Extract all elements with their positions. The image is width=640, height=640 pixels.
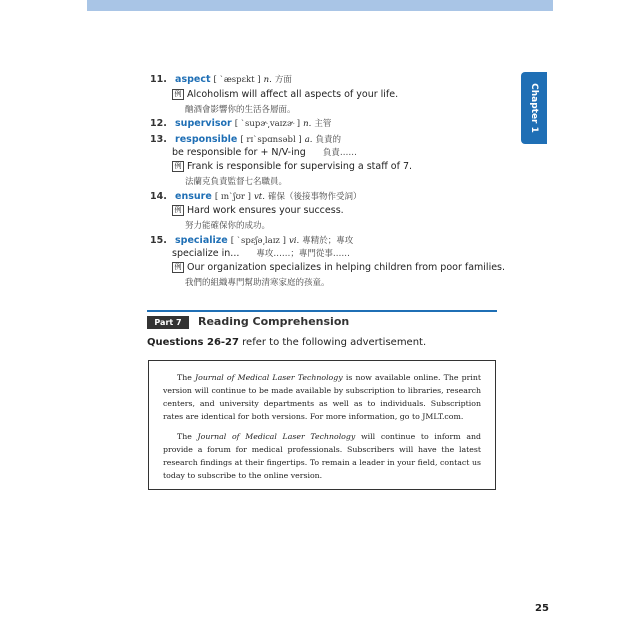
page-number: 25 — [535, 603, 549, 614]
part-of-speech: a. — [304, 135, 313, 145]
vocab-entry-ensure — [150, 191, 361, 203]
usage-phrase — [172, 247, 350, 259]
example-icon: 例 — [172, 262, 184, 273]
chinese-meaning: 主管 — [314, 119, 332, 129]
ad-text: will continue to inform and provide a forum for medical professionals. Subscribers will have the latest research findings at their fingertips. To remain a leader in your field, contact us today to subscribe to the online version. — [163, 432, 481, 480]
example-text: Alcoholism will affect all aspects of your life. — [187, 89, 399, 100]
part-of-speech: n. — [263, 75, 272, 85]
example-icon: 例 — [172, 205, 184, 216]
entry-number: 14. — [150, 191, 167, 202]
headword: specialize — [175, 235, 228, 246]
vocab-entry-supervisor — [150, 118, 331, 130]
phrase-text: specialize in... — [172, 248, 240, 259]
ad-text: The — [177, 373, 196, 382]
example-sentence — [172, 262, 505, 273]
example-translation: 努力能確保你的成功。 — [185, 221, 271, 231]
chinese-meaning: 確保（後接事物作受詞） — [267, 192, 362, 202]
example-sentence — [172, 205, 344, 216]
ad-paragraph-2 — [163, 430, 481, 482]
example-icon: 例 — [172, 89, 184, 100]
section-title: Reading Comprehension — [198, 315, 350, 328]
ad-paragraph-1 — [163, 371, 481, 423]
phrase-text: be responsible for + N/V-ing — [172, 147, 306, 158]
questions-text: refer to the following advertisement. — [238, 337, 427, 348]
entry-number: 11. — [150, 74, 167, 85]
example-text: Frank is responsible for supervising a staff of 7. — [187, 161, 413, 172]
pronunciation: [ ɪnˋʃʊr ] — [214, 192, 251, 202]
ad-text: is now available online. The print version will continue to be made available by subscription to libraries, research centers, and university departments as well as to individuals. Subscription rates are identical for both versions. For more information, go to JMLT.com. — [163, 373, 481, 421]
example-sentence — [172, 161, 412, 172]
example-sentence — [172, 89, 398, 100]
phrase-translation: 負責…… — [322, 148, 357, 158]
ad-text: The — [177, 432, 198, 441]
questions-range: Questions 26-27 — [147, 337, 239, 348]
questions-instruction — [147, 337, 426, 348]
part-of-speech: vi. — [288, 236, 300, 246]
vocab-entry-aspect — [150, 74, 292, 86]
entry-number: 13. — [150, 134, 167, 145]
vocab-entry-responsible — [150, 134, 341, 146]
usage-phrase — [172, 146, 357, 158]
headword: responsible — [175, 134, 238, 145]
example-icon: 例 — [172, 161, 184, 172]
headword: aspect — [175, 74, 211, 85]
advertisement-box — [148, 360, 496, 490]
pronunciation: [ ˋæspɛkt ] — [213, 75, 261, 85]
vocab-entry-specialize — [150, 235, 353, 247]
journal-name: Journal of Medical Laser Technology — [197, 432, 356, 441]
part-of-speech: vt. — [253, 192, 265, 202]
entry-number: 15. — [150, 235, 167, 246]
headword: ensure — [175, 191, 212, 202]
pronunciation: [ ˋsupɚ͵vaɪzɚ ] — [234, 119, 301, 129]
pronunciation: [ ˋspɛʃə͵laɪz ] — [230, 236, 286, 246]
entry-number: 12. — [150, 118, 167, 129]
pronunciation: [ rɪˋspɑnsəbl ] — [240, 135, 302, 145]
chinese-meaning: 方面 — [274, 75, 292, 85]
section-divider — [147, 310, 497, 312]
top-color-bar — [87, 0, 553, 11]
example-translation: 法蘭克負責監督七名職員。 — [185, 177, 288, 187]
example-translation: 我們的組織專門幫助清寒家庭的孩童。 — [185, 278, 330, 288]
chapter-tab — [521, 72, 547, 144]
part-badge: Part 7 — [147, 316, 189, 329]
example-text: Hard work ensures your success. — [187, 205, 344, 216]
chapter-tab-label: Chapter 1 — [529, 83, 539, 133]
example-translation: 酗酒會影響你的生活各層面。 — [185, 105, 296, 115]
phrase-translation: 專攻……；專門從事…… — [256, 249, 350, 259]
part-of-speech: n. — [303, 119, 312, 129]
headword: supervisor — [175, 118, 232, 129]
chinese-meaning: 專精於；專攻 — [302, 236, 354, 246]
chinese-meaning: 負責的 — [315, 135, 342, 145]
example-text: Our organization specializes in helping children from poor families. — [187, 262, 506, 273]
journal-name: Journal of Medical Laser Technology — [195, 373, 343, 382]
